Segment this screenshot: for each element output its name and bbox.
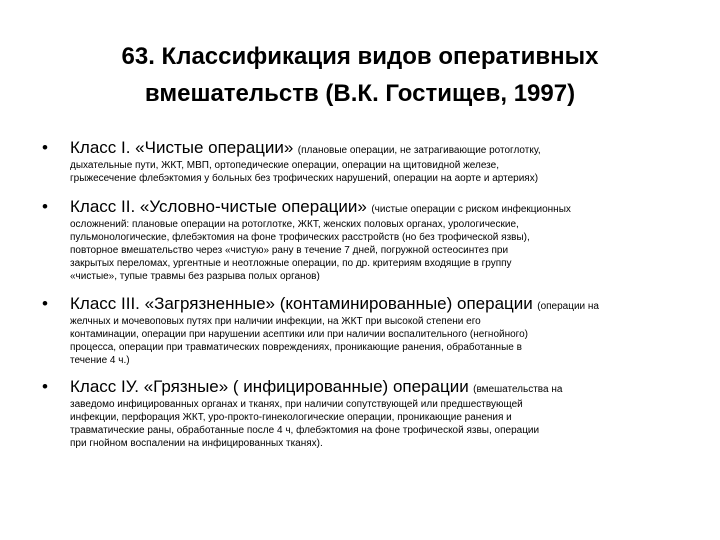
description-line: осложнений: плановые операции на ротоглотке, ЖКТ, женских половых органах, урологические,	[70, 219, 519, 230]
description-line: при гнойном воспалении на инфицированных тканях).	[70, 438, 323, 449]
class-2-intro: (чистые операции с риском инфекционных	[371, 204, 571, 215]
class-2-description	[70, 218, 530, 283]
class-4-title: Класс IУ. «Грязные» ( инфицированные) операции	[70, 377, 469, 396]
description-line: закрытых переломах, ургентные и неотложные операции, по др. критериям входящие в группу	[70, 258, 512, 269]
bullet-icon: •	[42, 377, 48, 396]
description-line: «чистые», тупые травмы без разрыва полых органов)	[70, 271, 320, 282]
description-line: пульмонологические, флебэктомия на фоне трофических расстройств (но без трофической язвы),	[70, 232, 530, 243]
description-line: дыхательные пути, ЖКТ, МВП, ортопедические операции, операции на щитовидной железе,	[70, 160, 499, 171]
class-3-intro: (операции на	[537, 301, 599, 312]
bullet-icon: •	[42, 138, 48, 157]
description-line: грыжесечение флебэктомия у больных без трофических нарушений, операции на аорте и артериях)	[70, 173, 539, 184]
title-line: вмешательств (В.К. Гостищев, 1997)	[144, 80, 576, 107]
class-4-description	[70, 398, 539, 450]
class-2-title: Класс II. «Условно-чистые операции»	[70, 197, 367, 216]
class-3-title: Класс III. «Загрязненные» (контаминированные) операции	[70, 294, 533, 313]
title-line: 63. Классификация видов оперативных	[121, 43, 599, 70]
description-line: повторное вмешательство через «чистую» рану в течение 7 дней, погружной остеосинтез при	[70, 245, 509, 256]
bullet-icon: •	[42, 197, 48, 216]
class-4-intro: (вмешательства на	[473, 384, 563, 395]
description-line: желчных и мочевоповых путях при наличии инфекции, на ЖКТ при высокой степени его	[70, 316, 481, 327]
class-1-description	[70, 159, 538, 185]
description-line: травматические раны, обработанные после 4 ч, флебэктомия на фоне трофической язвы, операции	[70, 425, 540, 436]
description-line: контаминации, операции при нарушении асептики или при наличии воспалительного (негнойного)	[70, 329, 528, 340]
description-line: процесса, операции при травматических повреждениях, проникающие ранения, обработанные в	[70, 342, 522, 353]
description-line: инфекции, перфорация ЖКТ, уро-проктo-гинекологические операции, проникающие ранения и	[70, 412, 512, 423]
description-line: заведомо инфицированных органах и тканях, при наличии сопутствующей или предшествующей	[70, 399, 523, 410]
class-3-description	[70, 315, 528, 367]
bullet-icon: •	[42, 294, 48, 313]
class-1-title: Класс I. «Чистые операции»	[70, 138, 294, 157]
description-line: течение 4 ч.)	[70, 355, 130, 366]
class-1-intro: (плановые операции, не затрагивающие ротоглотку,	[297, 145, 541, 156]
